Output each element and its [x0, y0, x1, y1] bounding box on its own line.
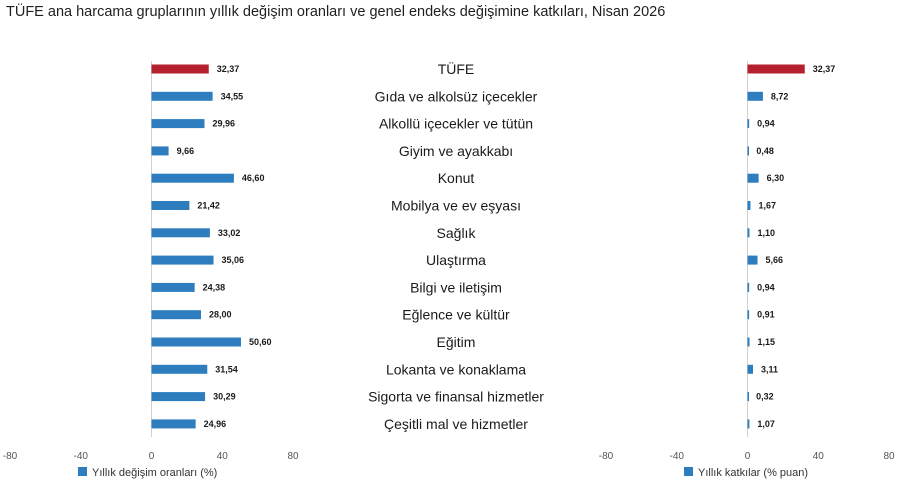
chart-title: TÜFE ana harcama gruplarının yıllık değişim oranları ve genel endeks değişimine katkıları, Nisan 2026	[6, 4, 666, 20]
category-label: Giyim ve ayakkabı	[398, 142, 514, 159]
left-axis	[3, 61, 299, 462]
left-value-label: 35,06	[221, 255, 245, 266]
category-label: Gıda ve alkolsüz içecekler	[374, 88, 538, 105]
left-bar	[152, 201, 190, 210]
left-value-label: 30,29	[213, 391, 236, 402]
right-tick-label: 80	[883, 451, 895, 462]
left-tick-label: 0	[148, 451, 155, 462]
right-bar	[748, 283, 750, 292]
left-tick-label: -80	[2, 451, 18, 462]
category-label: Sigorta ve finansal hizmetler	[368, 388, 544, 405]
left-bars	[152, 64, 272, 429]
left-value-label: 50,60	[248, 337, 272, 347]
right-value-label: 0,94	[757, 282, 775, 293]
left-bar	[152, 283, 195, 292]
category-label: Eğitim	[436, 334, 476, 350]
right-tick-label: -40	[669, 451, 684, 462]
right-bar	[748, 174, 759, 183]
category-label: Eğlence ve kültür	[402, 306, 510, 323]
right-tick-label: -80	[598, 451, 614, 462]
left-value-label: 21,42	[197, 200, 220, 211]
right-bar	[748, 92, 763, 101]
category-label: TÜFE	[437, 61, 475, 77]
left-bar	[152, 228, 210, 237]
category-label: Alkollü içecekler ve tütün	[378, 115, 534, 132]
left-value-label: 28,00	[209, 309, 232, 320]
right-legend-swatch	[684, 467, 693, 476]
category-label: Sağlık	[436, 224, 476, 241]
right-bar	[748, 119, 750, 128]
right-bar	[748, 201, 751, 210]
right-bar	[748, 419, 750, 428]
left-bar	[152, 392, 206, 401]
right-bars	[748, 64, 836, 429]
left-value-label: 46,60	[241, 173, 265, 184]
left-value-label: 32,37	[216, 64, 240, 74]
left-value-label: 29,96	[212, 118, 236, 129]
right-value-label: 6,30	[766, 173, 785, 184]
left-value-label: 34,55	[220, 91, 244, 102]
right-bar	[748, 146, 750, 155]
right-value-label: 0,32	[756, 391, 774, 402]
right-value-label: 1,10	[757, 227, 775, 238]
legend	[78, 467, 808, 479]
category-label: Lokanta ve konaklama	[385, 361, 527, 378]
left-value-label: 24,96	[203, 418, 227, 429]
right-bar	[748, 310, 750, 319]
category-label: Bilgi ve iletişim	[410, 279, 502, 296]
right-value-label: 32,37	[812, 64, 836, 74]
left-bar	[152, 419, 196, 428]
right-tick-label: 0	[744, 451, 751, 462]
right-value-label: 0,48	[756, 145, 774, 156]
left-bar	[152, 174, 234, 183]
left-bar	[152, 146, 169, 155]
right-value-label: 0,94	[757, 118, 775, 129]
left-value-label: 9,66	[176, 145, 195, 156]
left-tick-label: 40	[216, 451, 228, 462]
category-label: Mobilya ve ev eşyası	[391, 197, 521, 214]
right-axis	[599, 61, 895, 462]
category-labels	[368, 60, 544, 432]
right-bar	[748, 65, 805, 74]
left-value-label: 31,54	[215, 364, 238, 375]
left-tick-label: 80	[287, 451, 299, 462]
right-bar	[748, 392, 750, 401]
right-value-label: 8,72	[770, 91, 789, 102]
right-value-label: 1,15	[757, 337, 776, 347]
right-bar	[748, 338, 750, 347]
right-legend-label: Yıllık katkılar (% puan)	[698, 467, 809, 479]
left-bar	[152, 65, 209, 74]
left-bar	[152, 119, 205, 128]
left-bar	[152, 92, 213, 101]
left-bar	[152, 310, 202, 319]
right-value-label: 0,91	[757, 309, 775, 320]
left-bar	[152, 338, 241, 347]
left-bar	[152, 256, 214, 265]
right-bar	[748, 256, 758, 265]
left-value-label: 33,02	[217, 227, 241, 238]
right-value-label: 5,66	[765, 255, 784, 266]
right-value-label: 1,07	[757, 418, 775, 429]
category-label: Çeşitli mal ve hizmetler	[384, 415, 528, 432]
right-bar	[748, 365, 754, 374]
category-label: Ulaştırma	[426, 252, 486, 269]
left-legend-label: Yıllık değişim oranları (%)	[92, 467, 218, 479]
left-tick-label: -40	[73, 451, 88, 462]
right-bar	[748, 228, 750, 237]
right-value-label: 3,11	[761, 364, 779, 375]
right-tick-label: 40	[812, 451, 824, 462]
left-value-label: 24,38	[202, 282, 226, 293]
left-bar	[152, 365, 208, 374]
category-label: Konut	[437, 170, 475, 187]
right-value-label: 1,67	[758, 200, 776, 211]
left-legend-swatch	[78, 467, 87, 476]
